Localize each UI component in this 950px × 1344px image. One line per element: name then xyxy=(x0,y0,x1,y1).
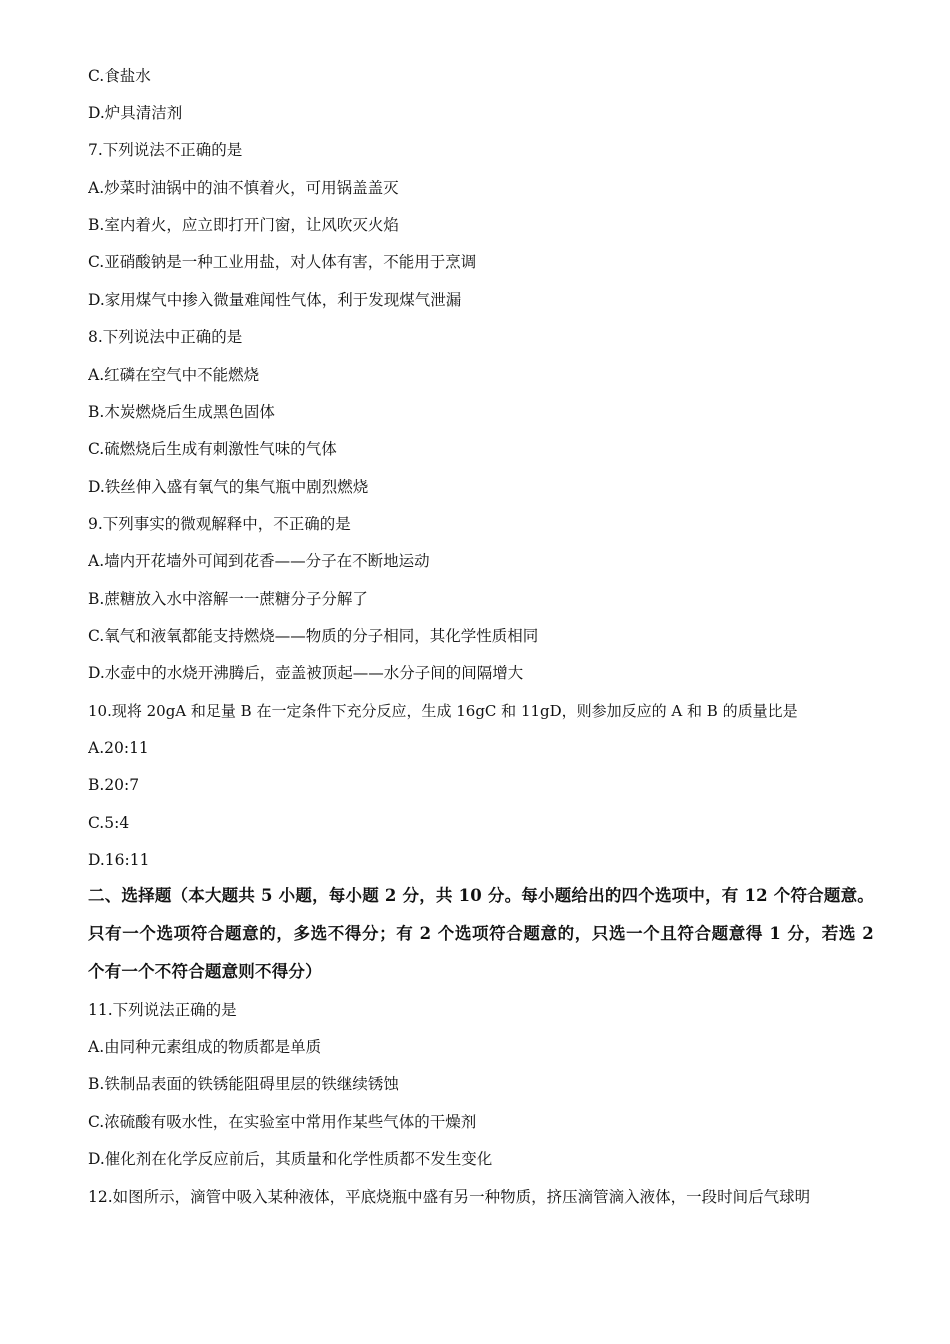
question-7: 7.下列说法不正确的是 xyxy=(88,141,243,159)
question-8-option-a: A.红磷在空气中不能燃烧 xyxy=(88,366,260,384)
question-11-option-d: D.催化剂在化学反应前后，其质量和化学性质都不发生变化 xyxy=(88,1150,493,1168)
question-8-option-c: C.硫燃烧后生成有刺激性气味的气体 xyxy=(88,440,337,458)
question-10-option-b: B.20:7 xyxy=(88,776,140,794)
question-8-option-b: B.木炭燃烧后生成黑色固体 xyxy=(88,403,275,421)
question-7-option-b: B.室内着火，应立即打开门窗，让风吹灭火焰 xyxy=(88,216,399,234)
question-8: 8.下列说法中正确的是 xyxy=(88,328,243,346)
section-heading: 二、选择题（本大题共 5 小题，每小题 2 分，共 10 分。每小题给出的四个选项中，有 12 个符合题意。只有一个选项符合题意的，多选不得分；有 2 个选项符合题意的，只选一个且符合题意得 1 分，若选 2 个有一个不符合题意则不得分） xyxy=(88,886,874,981)
question-10-option-d: D.16:11 xyxy=(88,851,150,869)
question-7-option-d: D.家用煤气中掺入微量难闻性气体，利于发现煤气泄漏 xyxy=(88,291,462,309)
option-d-stove-cleaner: D.炉具清洁剂 xyxy=(88,104,183,122)
question-9-option-a: A.墙内开花墙外可闻到花香——分子在不断地运动 xyxy=(88,552,430,570)
option-c-salt-water: C.食盐水 xyxy=(88,67,151,85)
question-7-option-a: A.炒菜时油锅中的油不慎着火，可用锅盖盖灭 xyxy=(88,179,399,197)
question-9-option-b: B.蔗糖放入水中溶解一一蔗糖分子分解了 xyxy=(88,590,368,608)
question-9: 9.下列事实的微观解释中，不正确的是 xyxy=(88,515,351,533)
question-7-option-c: C.亚硝酸钠是一种工业用盐，对人体有害，不能用于烹调 xyxy=(88,253,477,271)
question-10-option-a: A.20:11 xyxy=(88,739,149,757)
question-11-option-a: A.由同种元素组成的物质都是单质 xyxy=(88,1038,322,1056)
question-9-option-d: D.水壶中的水烧开沸腾后，壶盖被顶起——水分子间的间隔增大 xyxy=(88,664,524,682)
question-11-option-b: B.铁制品表面的铁锈能阻碍里层的铁继续锈蚀 xyxy=(88,1075,399,1093)
question-11: 11.下列说法正确的是 xyxy=(88,1001,237,1019)
question-10-option-c: C.5:4 xyxy=(88,814,130,832)
question-8-option-d: D.铁丝伸入盛有氧气的集气瓶中剧烈燃烧 xyxy=(88,478,369,496)
question-11-option-c: C.浓硫酸有吸水性，在实验室中常用作某些气体的干燥剂 xyxy=(88,1113,477,1131)
question-9-option-c: C.氧气和液氧都能支持燃烧——物质的分子相同，其化学性质相同 xyxy=(88,627,539,645)
question-10: 10.现将 20gA 和足量 B 在一定条件下充分反应，生成 16gC 和 11gD，则参加反应的 A 和 B 的质量比是 xyxy=(88,702,798,720)
question-12: 12.如图所示，滴管中吸入某种液体，平底烧瓶中盛有另一种物质，挤压滴管滴入液体，一段时间后气球明 xyxy=(88,1188,811,1206)
